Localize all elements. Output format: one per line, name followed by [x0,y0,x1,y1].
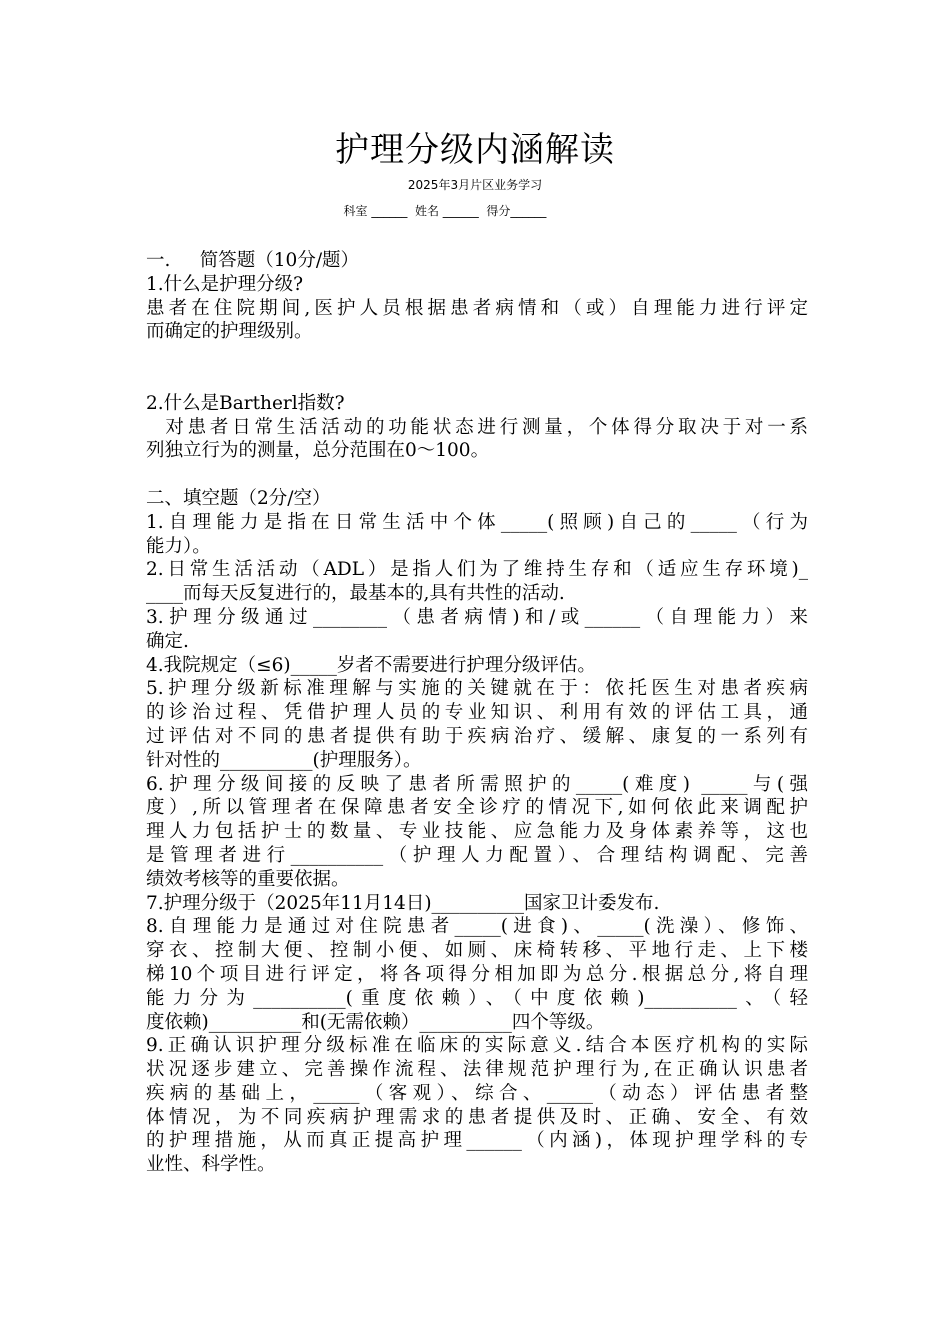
text-line: 梯10个项目进行评定，将各项得分相加即为总分.根据总分,将自理 [146,963,808,985]
text-line: 5.护理分级新标准理解与实施的关键就在于：依托医生对患者疾病 [146,678,808,700]
text-line: 是管理者进行__________（护理人力配置）、合理结构调配、完善 [146,844,808,866]
blank-line [146,344,808,368]
text-line: 理人力包括护士的数量、专业技能、应急能力及身体素养等，这也 [146,821,808,843]
text-line: 一. 简答题（10分/题） [146,250,360,271]
info-fields-line: 科室 ______ 姓名 ______ 得分______ [343,204,547,218]
text-line: 患者在住院期间,医护人员根据患者病情和（或）自理能力进行评定 [146,297,808,319]
document-subtitle: 2025年3月片区业务学习 [407,178,543,192]
text-line: 的诊治过程、凭借护理人员的专业知识、利用有效的评估工具，通 [146,702,808,724]
text-line: 体情况，为不同疾病护理需求的患者提供及时、正确、安全、有效 [146,1106,808,1128]
text-line: 状况逐步建立、完善操作流程、法律规范护理行为,在正确认识患者 [146,1059,808,1081]
text-line: 而确定的护理级别。 [146,321,313,343]
text-line: 的护理措施，从而真正提高护理______（内涵)，体现护理学科的专 [146,1130,808,1152]
text-line: 2.什么是Bartherl指数? [146,392,345,414]
text-line: 9.正确认识护理分级标准在临床的实际意义.结合本医疗机构的实际 [146,1035,808,1057]
text-line: 2.日常生活活动（ADL）是指人们为了维持生存和（适应生存环境)_ [146,559,808,581]
text-line: 3.护理分级通过________（患者病情)和/或______（自理能力）来 [146,606,808,628]
text-line: 过评估对不同的患者提供有助于疾病治疗、缓解、康复的一系列有 [146,725,808,747]
text-line: 度）,所以管理者在保障患者安全诊疗的情况下,如何依此来调配护 [146,797,808,819]
text-line: 业性、科学性。 [146,1154,276,1176]
text-line: 7.护理分级于（2025年11月14日)__________国家卫计委发布. [146,892,660,914]
text-line: 能力分为__________(重度依赖）、（中度依赖)__________、（轻 [146,987,808,1009]
text-line: 1.什么是护理分级? [146,273,304,295]
text-line: 4.我院规定（≤6)_____岁者不需要进行护理分级评估。 [146,654,596,676]
text-line: 6.护理分级间接的反映了患者所需照护的_____(难度) _____与(强 [146,773,808,795]
text-line: 8.自理能力是通过对住院患者_____(进食)、_____(洗澡）、修饰、 [146,916,808,938]
text-line: ____而每天反复进行的，最基本的,具有共性的活动. [146,583,565,605]
text-line: 穿衣、控制大便、控制小便、如厕、床椅转移、平地行走、上下楼 [146,940,808,962]
text-line: 针对性的__________(护理服务）。 [146,749,422,771]
text-line: 疾病的基础上，_____（客观）、综合、_____（动态）评估患者整 [146,1082,808,1104]
text-line: 1.自理能力是指在日常生活中个体_____(照顾)自己的_____（行为 [146,511,808,533]
blank-line [146,463,808,487]
text-line: 度依赖)__________和(无需依赖）__________四个等级。 [146,1011,605,1033]
text-line: 确定. [146,630,189,652]
text-line: 能力）。 [146,535,211,557]
text-line: 二、填空题（2分/空） [146,487,331,509]
blank-line [146,368,808,392]
document-title: 护理分级内涵解读 [335,130,615,170]
text-line: 绩效考核等的重要依据。 [146,868,350,890]
text-line: 列独立行为的测量，总分范围在0～100。 [146,440,490,462]
document-body [146,249,808,1177]
text-line: 对患者日常生活活动的功能状态进行测量，个体得分取决于对一系 [146,416,808,438]
